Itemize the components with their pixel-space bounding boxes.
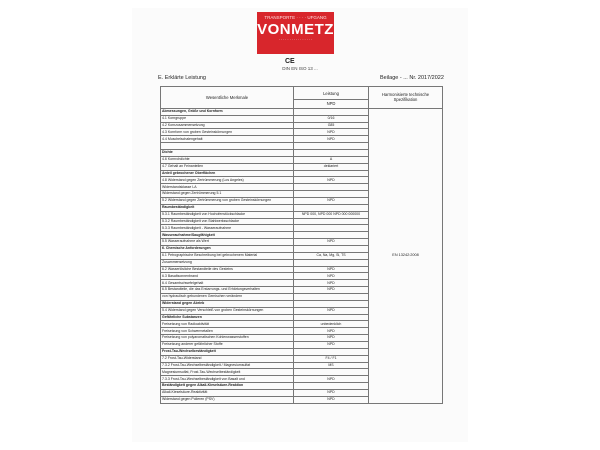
performance-cell: NPD [294,396,369,403]
performance-cell [294,108,369,115]
characteristic-cell: von hydraulisch gebundenen Gemischen verändern [161,294,294,301]
characteristic-cell [161,143,294,150]
performance-cell: deklariert [294,163,369,170]
performance-cell: NPD [294,376,369,383]
performance-cell: NPD [294,287,369,294]
performance-cell [294,348,369,355]
performance-table [160,86,443,404]
performance-cell: A [294,156,369,163]
performance-cell [294,369,369,376]
characteristic-cell: 5.4 Widerstand gegen Verschleiß von groben Gesteinskörnungen [161,307,294,314]
characteristic-cell: 4.8 Widerstand gegen Zertrümmerung (Los Angeles) [161,177,294,184]
performance-cell [294,245,369,252]
performance-cell [294,225,369,232]
performance-cell: NPD 000, NPD 000 NPD 000 000000 [294,211,369,218]
performance-cell [294,294,369,301]
characteristic-cell: Wasseraufnahme/Saugfähigkeit [161,232,294,239]
characteristic-cell: Beständigkeit gegen Alkali-Kieselsäure-Reaktion [161,383,294,390]
section-title: E. Erklärte Leistung [158,75,206,81]
characteristic-cell: 6. Chemische Anforderungen [161,245,294,252]
characteristic-cell: 5.3.3 Raumbeständigkeit - Wasseraufnahme [161,225,294,232]
characteristic-cell: 4.2 Kornzusammensetzung [161,122,294,129]
performance-cell [294,149,369,156]
performance-cell: NPD [294,129,369,136]
characteristic-cell: 4.7 Gehalt an Feinanteilen [161,163,294,170]
column-header-specification: Harmonisierte technische Spezifikation [369,87,443,109]
characteristic-cell: Magnesiumsulfat, Frost-Tau-Wechselbeständigkeit [161,369,294,376]
characteristic-cell: Frost-Tau-Wechselbeständigkeit [161,348,294,355]
performance-cell: G85 [294,122,369,129]
column-header-characteristics: Wesentliche Merkmale [161,87,294,109]
standard-reference: DIN EN ISO 13 ... [282,66,318,71]
characteristic-cell: 6.2 Wasserlösliche Bestandteile des Gesteins [161,266,294,273]
characteristic-cell: Dichte [161,149,294,156]
performance-cell [294,218,369,225]
characteristic-cell: Anteil gebrochener Oberflächen [161,170,294,177]
characteristic-cell: 5.3.1 Raumbeständigkeit von Hochofenstückschlacke [161,211,294,218]
ce-mark: CE [285,58,295,65]
performance-cell: Ca, Na, Mg, Si, TS [294,252,369,259]
performance-cell: F4 / F1 [294,355,369,362]
performance-cell [294,314,369,321]
performance-cell [294,191,369,198]
characteristic-cell: 6.1 Petrographische Beschreibung bei gebrochenem Material [161,252,294,259]
column-header-performance: Leistung [294,87,369,100]
table-row [161,108,443,115]
characteristic-cell: Zusammensetzung [161,259,294,266]
characteristic-cell: 4.6 Kornrohdichte [161,156,294,163]
performance-cell: unbedenklich [294,321,369,328]
performance-cell: NPD [294,266,369,273]
characteristic-cell: 7.3.2 Frost-Tau-Wechselbeständigkeit / Magnesiumsulfat [161,362,294,369]
characteristic-cell: 4.4 Muschelschalengehalt [161,136,294,143]
performance-cell [294,184,369,191]
characteristic-cell: Alkali-Kieselsäure-Reaktivität [161,390,294,397]
performance-cell [294,143,369,150]
performance-cell [294,204,369,211]
performance-cell [294,170,369,177]
logo-sub-text: · · · · · · · · · · · · · · · · [278,38,313,42]
performance-cell [294,383,369,390]
performance-cell: NPD [294,273,369,280]
performance-cell [294,300,369,307]
characteristic-cell: Widerstandsklasse LA [161,184,294,191]
logo-brand-name: VONMETZ [257,21,334,38]
characteristic-cell: Abmessungen, Größe und Kornform [161,108,294,115]
performance-cell: NPD [294,342,369,349]
characteristic-cell: 5.2 Widerstand gegen Zertrümmerung von groben Gesteinskörnungen [161,197,294,204]
specification-cell: EN 13242:2008 [369,108,443,403]
characteristic-cell: Gefährliche Substanzen [161,314,294,321]
characteristic-cell: 6.5 Bestandteile, die das Erstarrungs- und Erhärtungsverhalten [161,287,294,294]
performance-cell: NPD [294,136,369,143]
characteristic-cell: Freisetzung von Schwermetallen [161,328,294,335]
performance-cell: NPD [294,280,369,287]
performance-cell: NPD [294,239,369,246]
performance-cell [294,232,369,239]
characteristic-cell: 4.1 Korngruppe [161,115,294,122]
performance-cell: MS [294,362,369,369]
logo-top-text: TRANSPORTE · · · · UFGANG [264,15,327,20]
characteristic-cell: 6.3 Basaltsonnenbrand [161,273,294,280]
performance-cell [294,259,369,266]
performance-cell: NPD [294,390,369,397]
performance-cell: NPD [294,307,369,314]
performance-cell: 0/16 [294,115,369,122]
company-logo [257,12,334,54]
performance-cell: NPD [294,177,369,184]
characteristic-cell: Raumbeständigkeit [161,204,294,211]
performance-cell: NPD [294,197,369,204]
characteristic-cell: Widerstand gegen Abrieb [161,300,294,307]
characteristic-cell: 5.3.2 Raumbeständigkeit von Stahlwerksschlacke [161,218,294,225]
performance-cell: NPD [294,335,369,342]
characteristic-cell: 7.2 Frost-Tau-Widerstand [161,355,294,362]
characteristic-cell: Freisetzung von polyaromatischen Kohlenwasserstoffen [161,335,294,342]
characteristic-cell: Widerstand gegen Zertrümmerung 5.1 [161,191,294,198]
characteristic-cell: 4.3 Kornform von groben Gesteinskörnungen [161,129,294,136]
characteristic-cell: 6.4 Gesamtschwefelgehalt [161,280,294,287]
annex-reference: Beilage - ... Nr. 2017/2022 [380,75,444,81]
characteristic-cell: 7.3.3 Frost-Tau-Wechselbeständigkeit von Basalt und [161,376,294,383]
performance-cell: NPD [294,328,369,335]
characteristic-cell: Widerstand gegen Polieren (PSV) [161,396,294,403]
characteristic-cell: Freisetzung von Radioaktivität [161,321,294,328]
characteristic-cell: Freisetzung anderer gefährlicher Stoffe [161,342,294,349]
characteristic-cell: 5.5 Wasseraufnahme als Wert [161,239,294,246]
column-subheader-performance: NPD [294,100,369,109]
